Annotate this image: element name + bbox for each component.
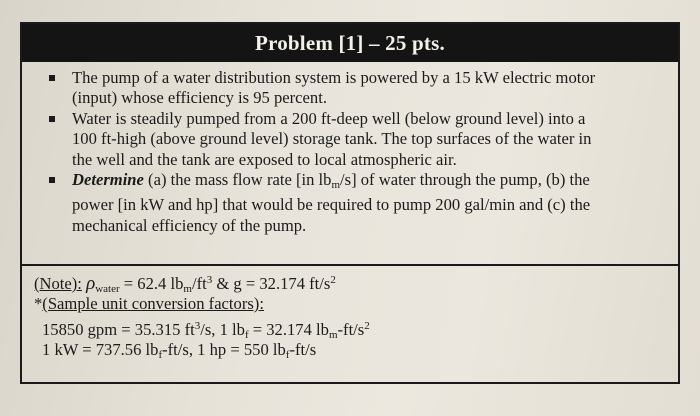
note-text: = 32.174 lb bbox=[248, 320, 329, 339]
superscript: 3 bbox=[194, 320, 201, 332]
section-divider bbox=[22, 264, 678, 266]
bullet-water-pumped bbox=[22, 109, 672, 170]
superscript: 2 bbox=[330, 274, 336, 286]
conversion-line-1 bbox=[34, 315, 664, 341]
bullet-line bbox=[72, 170, 672, 195]
note-text: & g = 32.174 ft/s bbox=[212, 274, 331, 293]
problem-statement-list bbox=[22, 68, 672, 236]
bullet-line: (input) whose efficiency is 95 percent. bbox=[72, 88, 327, 108]
determine-text: (a) the mass flow rate [in lb bbox=[143, 170, 332, 190]
notes-section bbox=[34, 269, 664, 361]
note-text: -ft/s bbox=[337, 320, 365, 339]
subscript: water bbox=[95, 283, 120, 295]
subscript: m bbox=[183, 283, 192, 295]
note-text: -ft/s, 1 hp = 550 lb bbox=[162, 340, 286, 359]
bullet-line: 100 ft-high (above ground level) storage tank. The top surfaces of the water in bbox=[72, 129, 592, 149]
note-star: * bbox=[34, 294, 43, 313]
note-density-gravity bbox=[34, 269, 664, 295]
subscript: f bbox=[285, 349, 290, 361]
conversion-line-2 bbox=[34, 338, 664, 361]
subscript: m bbox=[328, 329, 338, 341]
bullet-pump-motor bbox=[22, 68, 672, 109]
subscript: m bbox=[331, 179, 341, 192]
problem-box bbox=[20, 22, 680, 384]
superscript: 3 bbox=[206, 274, 213, 286]
conversion-label: (Sample unit conversion factors): bbox=[42, 294, 264, 313]
problem-title: Problem [1] – 25 pts. bbox=[22, 24, 678, 62]
bullet-line: The pump of a water distribution system is powered by a 15 kW electric motor bbox=[72, 68, 596, 87]
note-text: /ft bbox=[191, 274, 207, 293]
note-label: (Note): bbox=[34, 274, 82, 293]
bullet-square-icon bbox=[49, 177, 55, 183]
conversion-heading bbox=[34, 292, 664, 315]
note-text: 15850 gpm = 35.315 ft bbox=[42, 320, 195, 339]
subscript: f bbox=[244, 329, 249, 341]
bullet-square-icon bbox=[49, 116, 55, 122]
note-text: 1 kW = 737.56 lb bbox=[42, 340, 159, 359]
rho-symbol: ρ bbox=[86, 273, 96, 294]
note-text: -ft/s bbox=[289, 340, 317, 359]
note-text: = 62.4 lb bbox=[119, 274, 184, 293]
bullet-line: Water is steadily pumped from a 200 ft-deep well (below ground level) into a bbox=[72, 108, 586, 128]
note-text: /s, 1 lb bbox=[200, 320, 245, 339]
bullet-line: the well and the tank are exposed to local atmospheric air. bbox=[72, 149, 457, 169]
bullet-square-icon bbox=[49, 75, 55, 81]
determine-text: /s] of water through the pump, (b) the bbox=[340, 170, 590, 190]
bullet-line: power [in kW and hp] that would be required to pump 200 gal/min and (c) the bbox=[72, 195, 591, 215]
determine-label: Determine bbox=[72, 170, 144, 190]
bullet-determine bbox=[22, 170, 672, 236]
subscript: f bbox=[158, 349, 163, 361]
bullet-line: mechanical efficiency of the pump. bbox=[72, 215, 307, 235]
superscript: 2 bbox=[364, 320, 370, 332]
